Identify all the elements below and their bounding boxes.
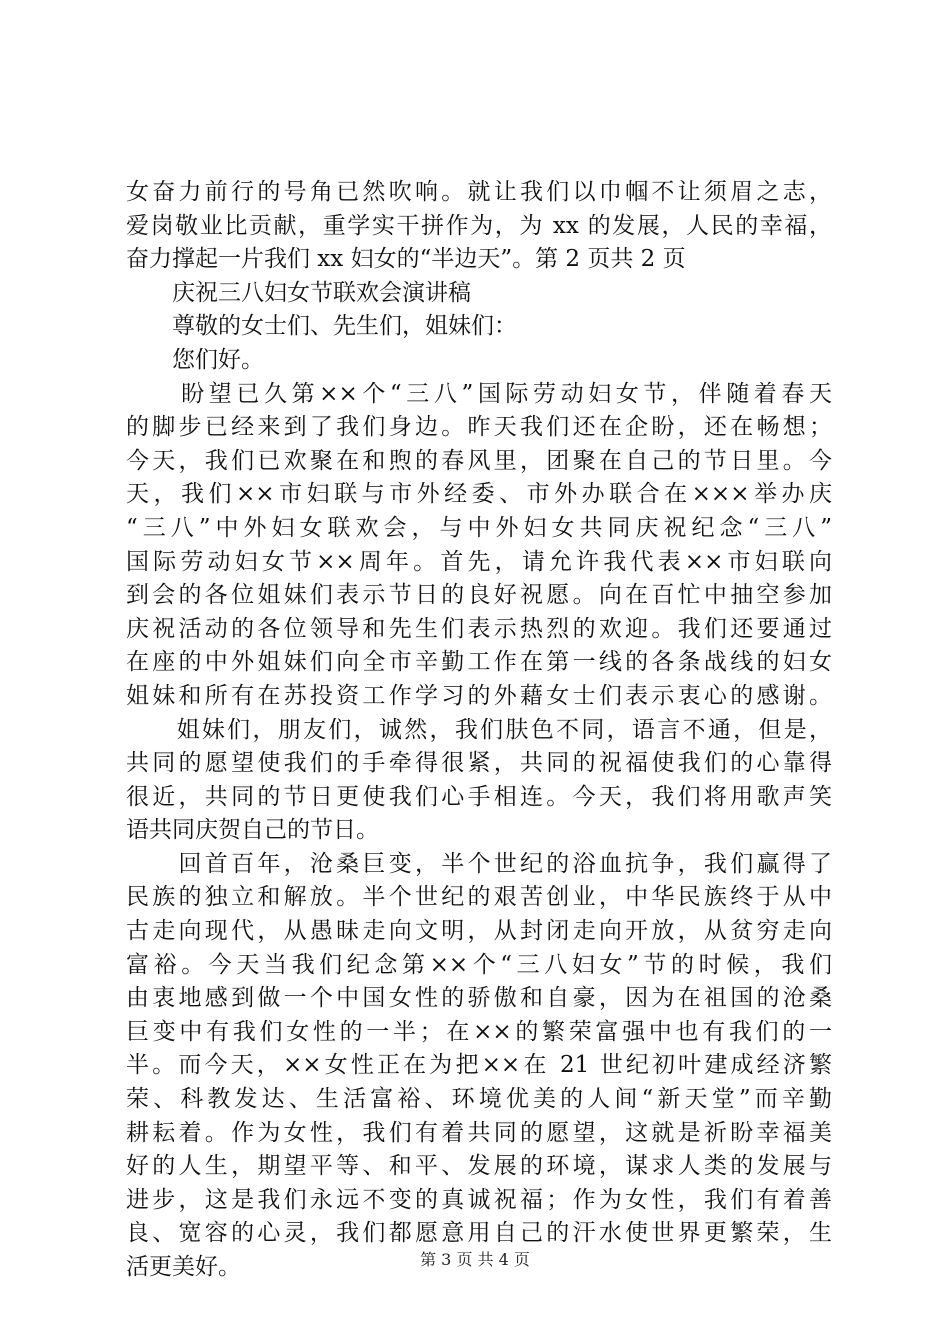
text-line: 古走向现代，从愚昧走向文明，从封闭走向开放，从贫穷走向 [126,918,832,945]
section-title: 庆祝三八妇女节联欢会演讲稿 [126,279,471,306]
text-line: 富裕。今天当我们纪念第××个“三八妇女”节的时候，我们 [126,951,832,978]
text-line: 耕耘着。作为女性，我们有着共同的愿望，这就是祈盼幸福美 [126,1119,832,1146]
text-line: 半。而今天，××女性正在为把××在 21 世纪初叶建成经济繁 [126,1052,832,1079]
text-line: 进步，这是我们永远不变的真诚祝福；作为女性，我们有着善 [126,1186,832,1213]
text-line: 盼望已久第××个“三八”国际劳动妇女节，伴随着春天 [126,380,832,407]
text-line: 到会的各位姐妹们表示节日的良好祝愿。向在百忙中抽空参加 [126,582,832,609]
text-line: 庆祝活动的各位领导和先生们表示热烈的欢迎。我们还要通过 [126,615,832,642]
text-line: 好的人生，期望平等、和平、发展的环境，谋求人类的发展与 [126,1153,832,1180]
text-line: 的脚步已经来到了我们身边。昨天我们还在企盼，还在畅想； [126,414,832,441]
text-line: 良、宽容的心灵，我们都愿意用自己的汗水使世界更繁荣，生 [126,1220,832,1247]
text-line: 天，我们××市妇联与市外经委、市外办联合在×××举办庆 [126,481,832,508]
text-line: 共同的愿望使我们的手牵得很紧，共同的祝福使我们的心靠得 [126,750,832,777]
salutation: 尊敬的女士们、先生们，姐妹们： [126,313,517,340]
text-line: 语共同庆贺自己的节日。 [126,817,379,844]
text-line: 女奋力前行的号角已然吹响。就让我们以巾帼不让须眉之志， [126,179,832,205]
text-line: 国际劳动妇女节××周年。首先，请允许我代表××市妇联向 [126,548,832,575]
text-line: 巨变中有我们女性的一半；在××的繁荣富强中也有我们的一 [126,1018,832,1045]
text-line: 很近，共同的节日更使我们心手相连。今天，我们将用歌声笑 [126,783,832,810]
document-body [126,176,832,1285]
text-line: 荣、科教发达、生活富裕、环境优美的人间“新天堂”而辛勤 [126,1086,832,1113]
text-line: 在座的中外姐妹们向全市辛勤工作在第一线的各条战线的妇女 [126,649,832,676]
text-line: 姐妹和所有在苏投资工作学习的外藉女士们表示衷心的感谢。 [126,682,832,709]
text-line: 爱岗敬业比贡献，重学实干拼作为，为 xx 的发展，人民的幸福， [126,212,832,239]
text-line: 民族的独立和解放。半个世纪的艰苦创业，中华民族终于从中 [126,884,832,911]
text-line: 回首百年，沧桑巨变，半个世纪的浴血抗争，我们赢得了 [126,850,832,877]
text-line: 活更美好。 [126,1254,241,1280]
text-line: 姐妹们，朋友们，诚然，我们肤色不同，语言不通，但是， [126,716,832,743]
text-line: “三八”中外妇女联欢会，与中外妇女共同庆祝纪念“三八” [126,514,832,541]
text-line: 今天，我们已欢聚在和煦的春风里，团聚在自己的节日里。今 [126,447,832,474]
text-line: 奋力撑起一片我们 xx 妇女的“半边天”。第 2 页共 2 页 [126,246,686,273]
greeting: 您们好。 [126,346,264,373]
text-line: 由衷地感到做一个中国女性的骄傲和自豪，因为在祖国的沧桑 [126,985,832,1012]
page-footer: 第 3 页 共 4 页 [420,1250,530,1269]
